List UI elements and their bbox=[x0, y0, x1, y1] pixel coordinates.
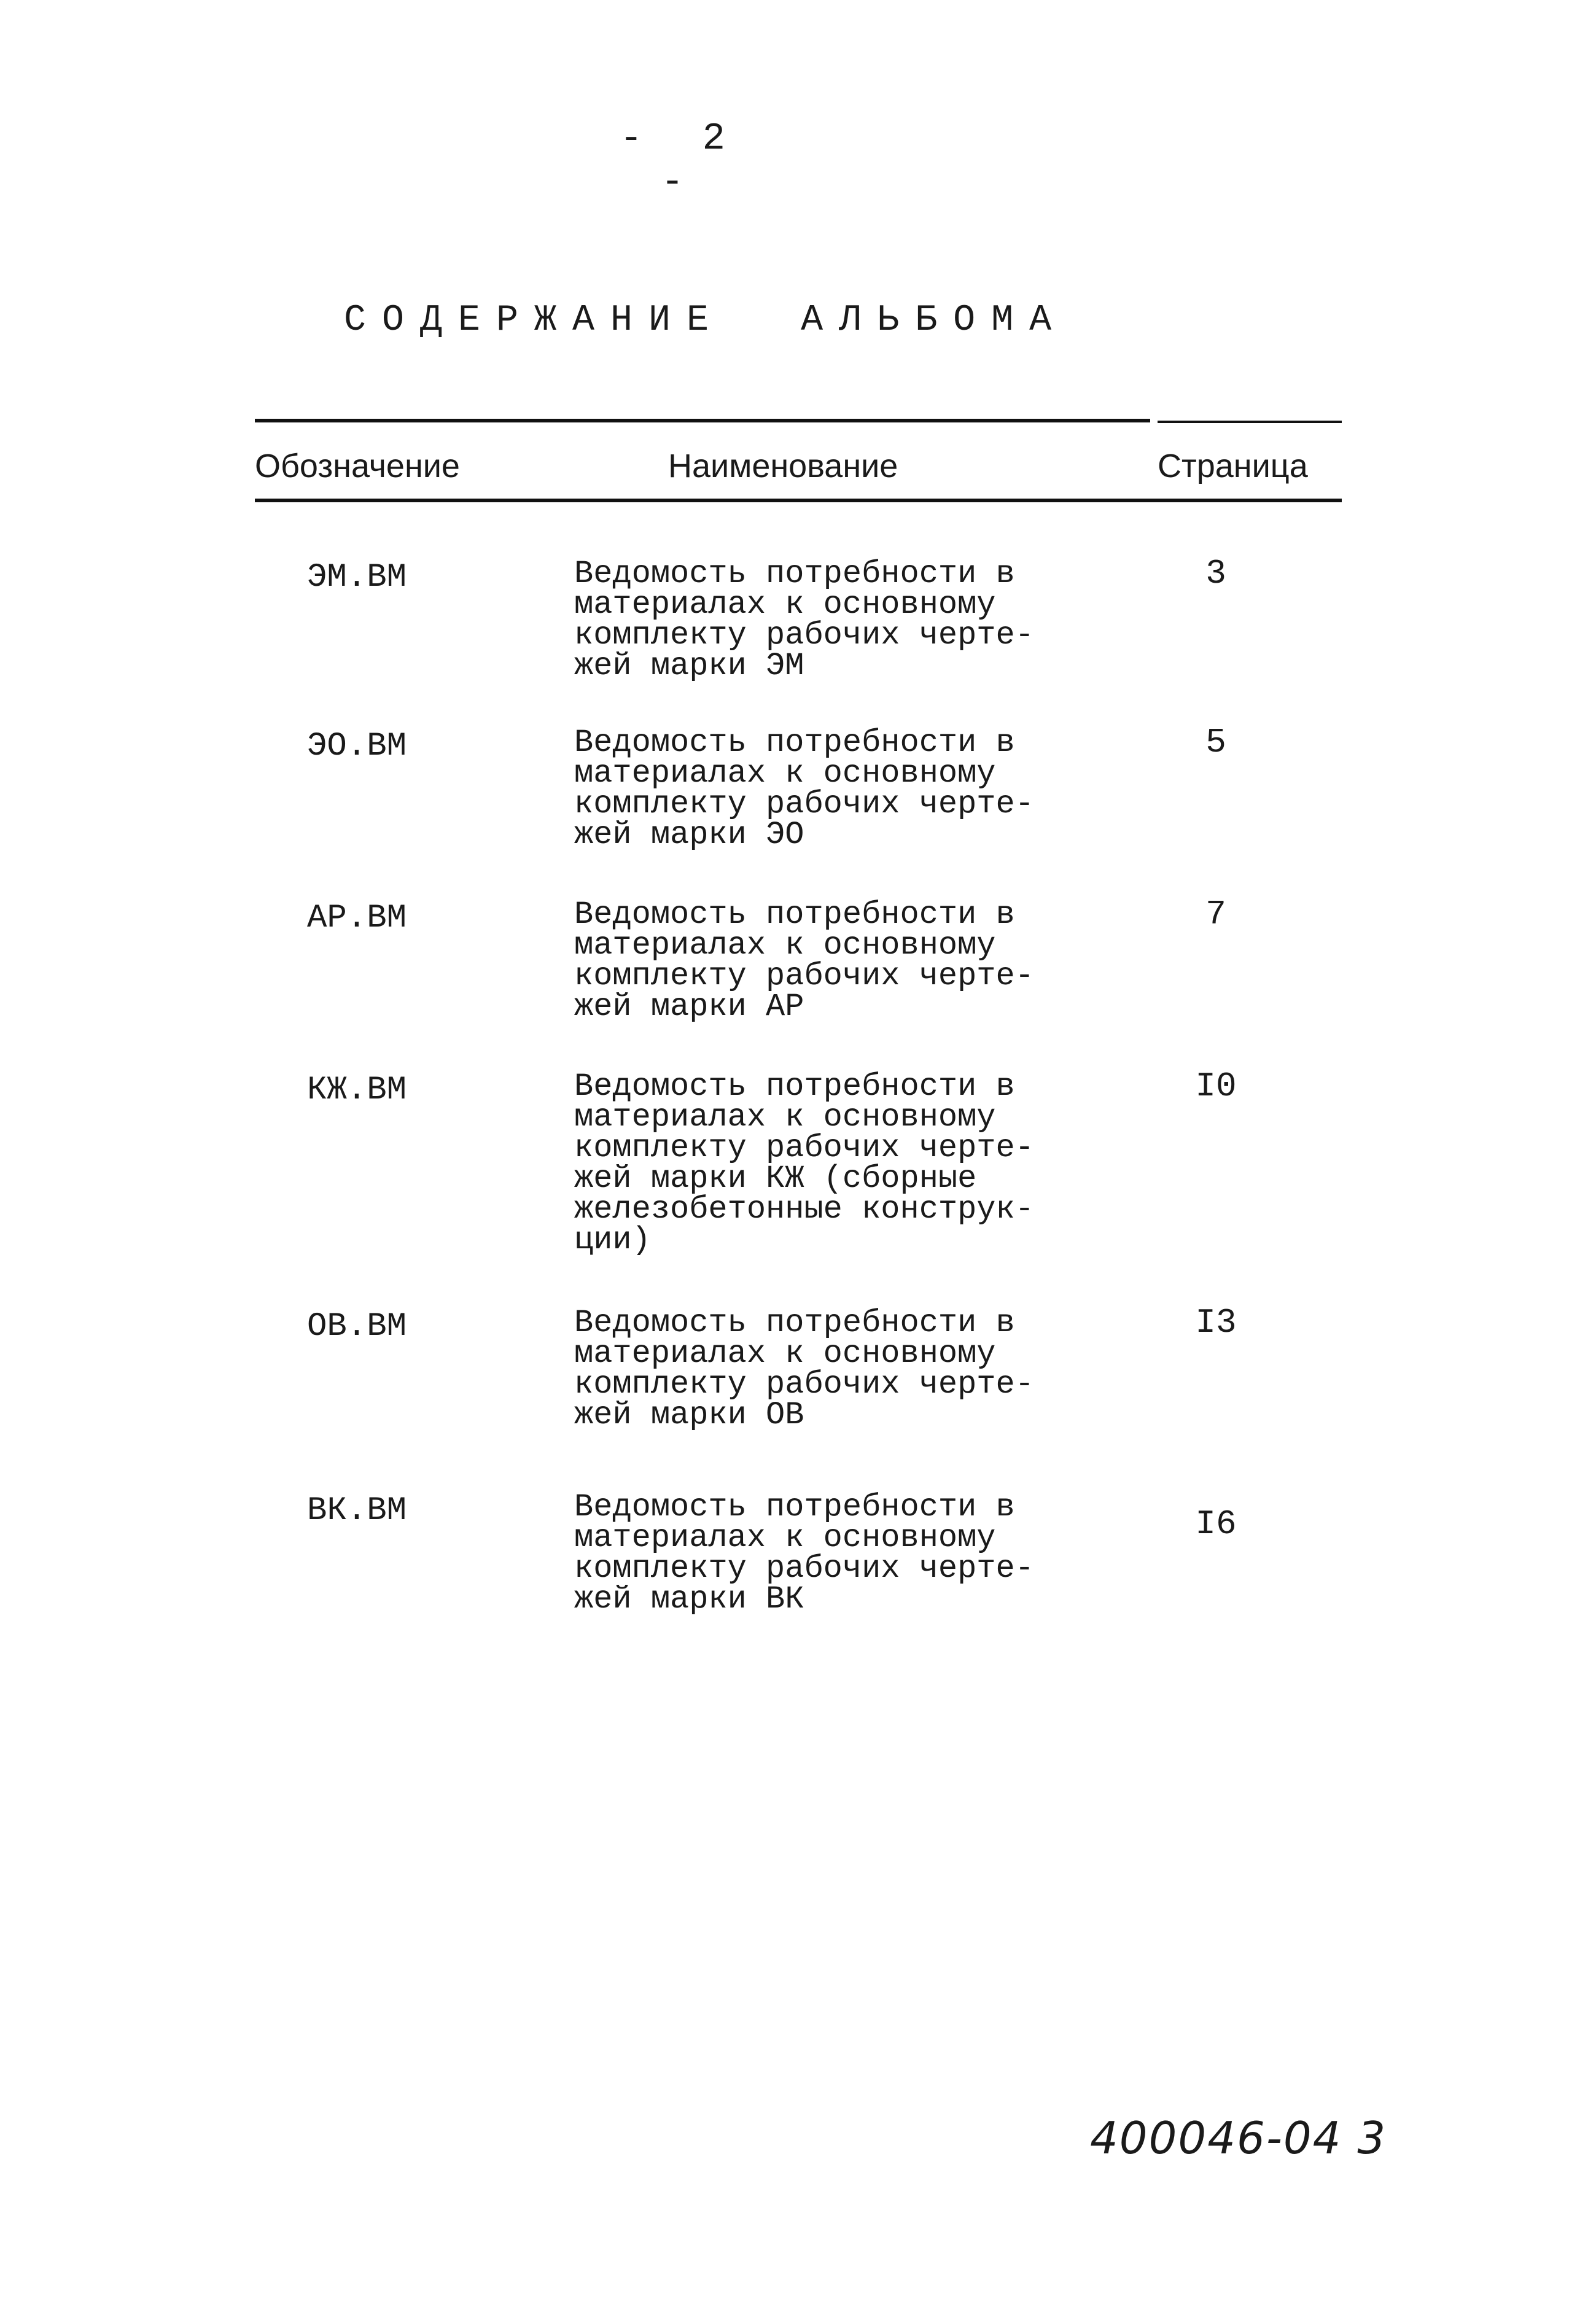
row-designation: ЭМ.ВМ bbox=[307, 559, 407, 596]
row-page: 7 bbox=[1205, 895, 1226, 934]
row-designation: ОВ.ВМ bbox=[307, 1308, 407, 1345]
row-designation: ЭО.ВМ bbox=[307, 728, 407, 765]
row-page: I6 bbox=[1195, 1504, 1237, 1544]
page-title: СОДЕРЖАНИЕ АЛЬБОМА bbox=[344, 300, 1068, 341]
column-header-page: Страница bbox=[1158, 448, 1308, 484]
row-designation: АР.ВМ bbox=[307, 900, 407, 937]
table-top-rule-right bbox=[1158, 421, 1342, 423]
table-header-rule bbox=[255, 499, 1342, 502]
row-page: 5 bbox=[1205, 723, 1226, 762]
row-name: Ведомость потребности в материалах к основному комплекту рабочих черте- жей марки ЭМ bbox=[574, 556, 1034, 684]
row-designation: ВК.ВМ bbox=[307, 1492, 407, 1530]
row-name: Ведомость потребности в материалах к основному комплекту рабочих черте- жей марки ОВ bbox=[574, 1305, 1034, 1433]
row-name: Ведомость потребности в материалах к основному комплекту рабочих черте- жей марки АР bbox=[574, 896, 1034, 1025]
row-page: I0 bbox=[1195, 1067, 1237, 1106]
row-name: Ведомость потребности в материалах к основному комплекту рабочих черте- жей марки ЭО bbox=[574, 725, 1034, 853]
document-stamp: 400046-04 3 bbox=[1090, 2112, 1387, 2164]
row-designation: КЖ.ВМ bbox=[307, 1071, 407, 1109]
column-header-designation: Обозначение bbox=[255, 448, 460, 484]
page-number: - 2 - bbox=[620, 117, 744, 204]
table-top-rule bbox=[255, 419, 1150, 422]
row-name: Ведомость потребности в материалах к основному комплекту рабочих черте- жей марки ВК bbox=[574, 1489, 1034, 1617]
row-name: Ведомость потребности в материалах к основному комплекту рабочих черте- жей марки КЖ (сборные железобетонные конструк- ции) bbox=[574, 1068, 1034, 1258]
row-page: I3 bbox=[1195, 1303, 1237, 1342]
row-page: 3 bbox=[1205, 554, 1226, 593]
column-header-name: Наименование bbox=[668, 448, 898, 484]
